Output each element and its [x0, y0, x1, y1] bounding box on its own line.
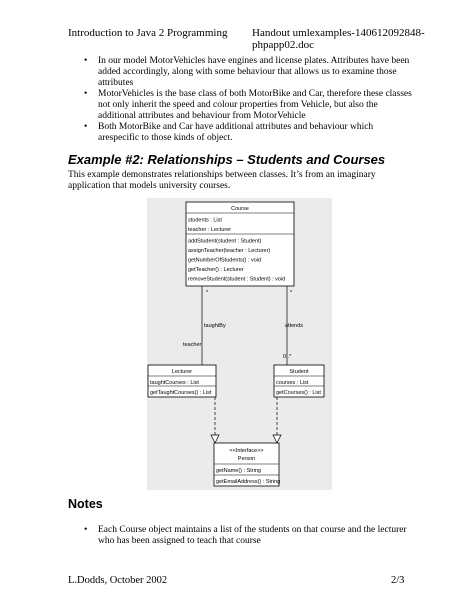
- list-item: • In our model MotorVehicles have engines and license plates. Attributes have been added accordingly, along with some behaviour that allows us to examine those attributes: [84, 56, 416, 89]
- footer-author: L.Dodds, October 2002: [68, 575, 168, 586]
- course-attribute: teacher : Lecturer: [188, 227, 232, 233]
- person-operation: getEmailAddress() : String: [216, 479, 281, 485]
- student-class: [274, 365, 324, 397]
- student-class-name: Student: [289, 369, 309, 375]
- realization-arrowhead: [211, 435, 219, 443]
- uml-diagram: [147, 198, 332, 490]
- section-heading: Example #2: Relationships – Students and Courses: [68, 152, 386, 167]
- multiplicity-label: *: [206, 290, 209, 296]
- lecturer-class-name: Lecturer: [171, 369, 193, 375]
- association-label-attends: attends: [285, 323, 304, 329]
- course-operation: addStudent(student : Student): [188, 238, 262, 245]
- list-item: • Each Course object maintains a list of the students on that course and the lecturer who has been assigned to teach that course: [84, 525, 416, 547]
- lecturer-attribute: taughtCourses : List: [150, 380, 199, 386]
- person-stereotype: <<Interface>>: [229, 448, 264, 454]
- notes-heading: Notes: [68, 497, 103, 511]
- role-label-teacher: teacher: [183, 342, 202, 348]
- person-interface: [214, 443, 280, 486]
- lecturer-class: [148, 365, 216, 397]
- course-operation: removeStudent(student : Student) : void: [188, 276, 286, 283]
- course-operation: getNumberOfStudents() : void: [188, 257, 262, 264]
- person-operation: getName() : String: [216, 468, 261, 474]
- course-attribute: students : List: [188, 217, 222, 224]
- course-class: [186, 202, 294, 286]
- course-operation: getTeacher() : Lecturer: [188, 267, 244, 273]
- multiplicity-label: 0..*: [283, 354, 292, 360]
- header-filename: Handout umlexamples-140612092848-phpapp02.doc: [252, 27, 425, 51]
- student-attribute: courses : List: [276, 380, 309, 386]
- intro-bullet-list: [84, 56, 416, 144]
- section-intro: This example demonstrates relationships between classes. It’s from an imaginary application that models university courses.: [68, 170, 376, 191]
- header-title: Introduction to Java 2 Programming: [68, 27, 228, 39]
- list-item: • Both MotorBike and Car have additional attributes and behaviour which arespecific to those kinds of object.: [84, 122, 416, 144]
- notes-bullet-list: [84, 525, 416, 547]
- list-item: • MotorVehicles is the base class of both MotorBike and Car, therefore these classes not only inherit the speed and colour properties from Vehicle, but also the additional attributes and behaviour from MotorVehicle: [84, 89, 416, 122]
- multiplicity-label: *: [290, 290, 293, 296]
- course-operation: assignTeacher(teacher : Lecturer): [188, 248, 271, 254]
- person-interface-name: Person: [237, 456, 256, 462]
- lecturer-operation: getTaughtCourses() : List: [150, 390, 212, 396]
- course-class-name: Course: [231, 206, 249, 212]
- association-label-taughtby: taughtBy: [204, 323, 226, 329]
- realization-arrowhead: [273, 435, 281, 443]
- uml-diagram-svg: [147, 198, 332, 490]
- student-operation: getCourses() : List: [276, 390, 321, 396]
- page-number: 2/3: [391, 575, 405, 586]
